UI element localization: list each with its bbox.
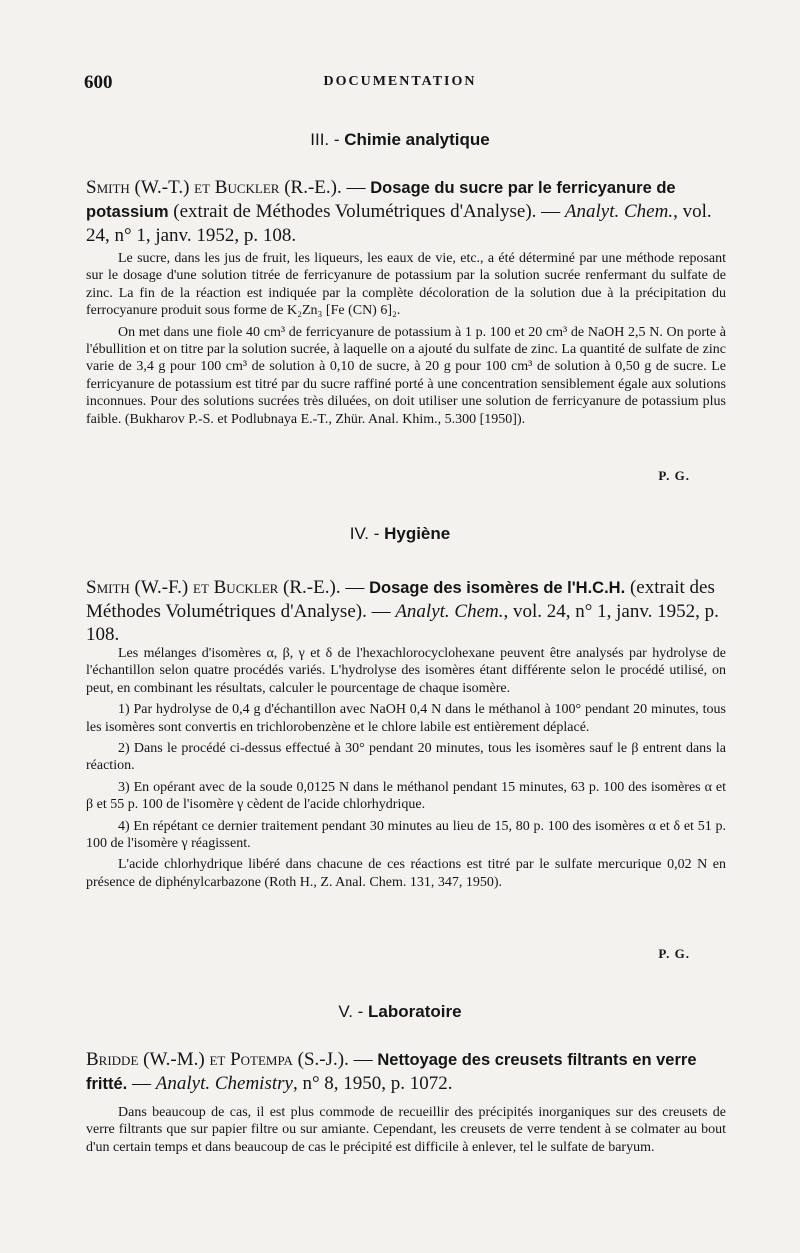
article-journal: Analyt. Chem.	[564, 201, 674, 222]
paragraph: Les mélanges d'isomères α, β, γ et δ de l'hexachlorocyclohexane peuvent être analysés par hydrolyse de l'échantillon selon quatre procédés variés. L'hydrolyse des isomères étant différente selon le procédé utilisé, on peut, en combinant les résultats, calculer le pourcentage de chaque isomère.	[86, 646, 726, 696]
article-title: Nettoyage des creusets filtrants en verre fritté.	[86, 1051, 697, 1093]
section-number: V. -	[338, 1002, 369, 1021]
article-reference	[86, 1048, 726, 1096]
section-title: Hygiène	[384, 524, 451, 543]
article-journal: Analyt. Chemistry	[155, 1073, 293, 1094]
section-heading-chimie	[0, 130, 800, 150]
article-signature: P. G.	[658, 468, 690, 483]
section-heading-laboratoire	[0, 1002, 800, 1022]
article-authors: Bridde (W.-M.) et Potempa (S.-J.). —	[86, 1049, 378, 1070]
paragraph: L'acide chlorhydrique libéré dans chacune de ces réactions est titré par le sulfate mercurique 0,02 N en présence de diphénylcarbazone (Roth H., Z. Anal. Chem. 131, 347, 1950).	[86, 857, 726, 890]
article-signature: P. G.	[658, 946, 690, 961]
article-source-prefix: (extrait des Méthodes Volumétriques d'Analyse). —	[86, 577, 715, 622]
section-number: IV. -	[349, 524, 385, 543]
article-reference	[86, 576, 726, 646]
paragraph: 2) Dans le procédé ci-dessus effectué à 30° pendant 20 minutes, tous les isomères sauf le β entrent dans la réaction.	[86, 741, 726, 774]
running-title: DOCUMENTATION	[323, 74, 477, 89]
article-body	[86, 1104, 726, 1160]
article-source-details: , n° 8, 1950, p. 1072.	[292, 1073, 453, 1094]
article-title: Dosage des isomères de l'H.C.H.	[369, 579, 626, 597]
article-source-prefix: —	[127, 1073, 156, 1094]
paragraph: Le sucre, dans les jus de fruit, les liqueurs, les eaux de vie, etc., a été déterminé par une méthode reposant sur le dosage d'une solution titrée de ferricyanure de potassium par la solution sucrée renfermant du sulfate de zinc. La fin de la réaction est indiquée par la complète décoloration de la solution due à la précipitation du ferrocyanure produit sous forme de K₂Zn₃ [Fe (CN) 6]₂.	[86, 251, 726, 319]
article-journal: Analyt. Chem.	[395, 601, 504, 622]
paragraph: 4) En répétant ce dernier traitement pendant 30 minutes au lieu de 15, 80 p. 100 des isomères α et δ et 51 p. 100 de l'isomère γ réagissent.	[86, 818, 726, 852]
paragraph: On met dans une fiole 40 cm³ de ferricyanure de potassium à 1 p. 100 et 20 cm³ de NaOH 2,5 N. On porte à l'ébullition et on titre par la solution sucrée, à laquelle on a ajouté du sulfate de zinc. La quantité de sulfate de zinc varie de 3,4 g pour 100 cm³ de solution à 0,10 de sucre, à 20 g pour 100 cm³ de solution à 0,50 g de sucre. Le ferricyanure de potassium est titré par du sucre raffiné porté à une concentration sensiblement égale aux solutions inconnues. Pour des solutions sucrées très diluées, on doit utiliser une solution de ferricyanure de potassium plus faible. (Bukharov P.-S. et Podlubnaya E.-T., Zhür. Anal. Khim., 5.300 [1950]).	[86, 324, 726, 427]
section-title: Chimie analytique	[344, 130, 490, 149]
paragraph: 1) Par hydrolyse de 0,4 g d'échantillon avec NaOH 0,4 N dans le méthanol à 100° pendant 20 minutes, tous les isomères sont convertis en trichlorobenzène et le chlore labile est entièrement déplacé.	[86, 702, 726, 735]
section-title: Laboratoire	[368, 1002, 462, 1021]
running-header	[84, 72, 716, 94]
paragraph: Dans beaucoup de cas, il est plus commode de recueillir des précipités inorganiques sur des creusets de verre filtrants que sur papier filtre ou sur amiante. Cependant, les creusets de verre tendent à se colmater au bout d'un certain temps et dans beaucoup de cas le précipité est difficile à enlever, tel le sulfate de baryum.	[86, 1105, 726, 1155]
paragraph: 3) En opérant avec de la soude 0,0125 N dans le méthanol pendant 15 minutes, 63 p. 100 des isomères α et β et 55 p. 100 de l'isomère γ cèdent de l'acide chlorhydrique.	[86, 779, 726, 813]
article-body	[86, 645, 726, 895]
article-authors: Smith (W.-T.) et Buckler (R.-E.). —	[86, 177, 371, 198]
section-heading-hygiene	[0, 524, 800, 544]
page-number: 600	[84, 72, 113, 93]
article-body	[86, 250, 726, 432]
section-number: III. -	[310, 130, 345, 149]
article-title: Dosage du sucre par le ferricyanure de potassium	[86, 179, 676, 221]
article-source-prefix: (extrait de Méthodes Volumétriques d'Analyse). —	[168, 201, 565, 222]
article-authors: Smith (W.-F.) et Buckler (R.-E.). —	[86, 577, 370, 598]
article-source-details: , vol. 24, n° 1, janv. 1952, p. 108.	[86, 601, 719, 645]
article-reference	[86, 176, 726, 247]
article-source-details: , vol. 24, n° 1, janv. 1952, p. 108.	[86, 201, 712, 246]
